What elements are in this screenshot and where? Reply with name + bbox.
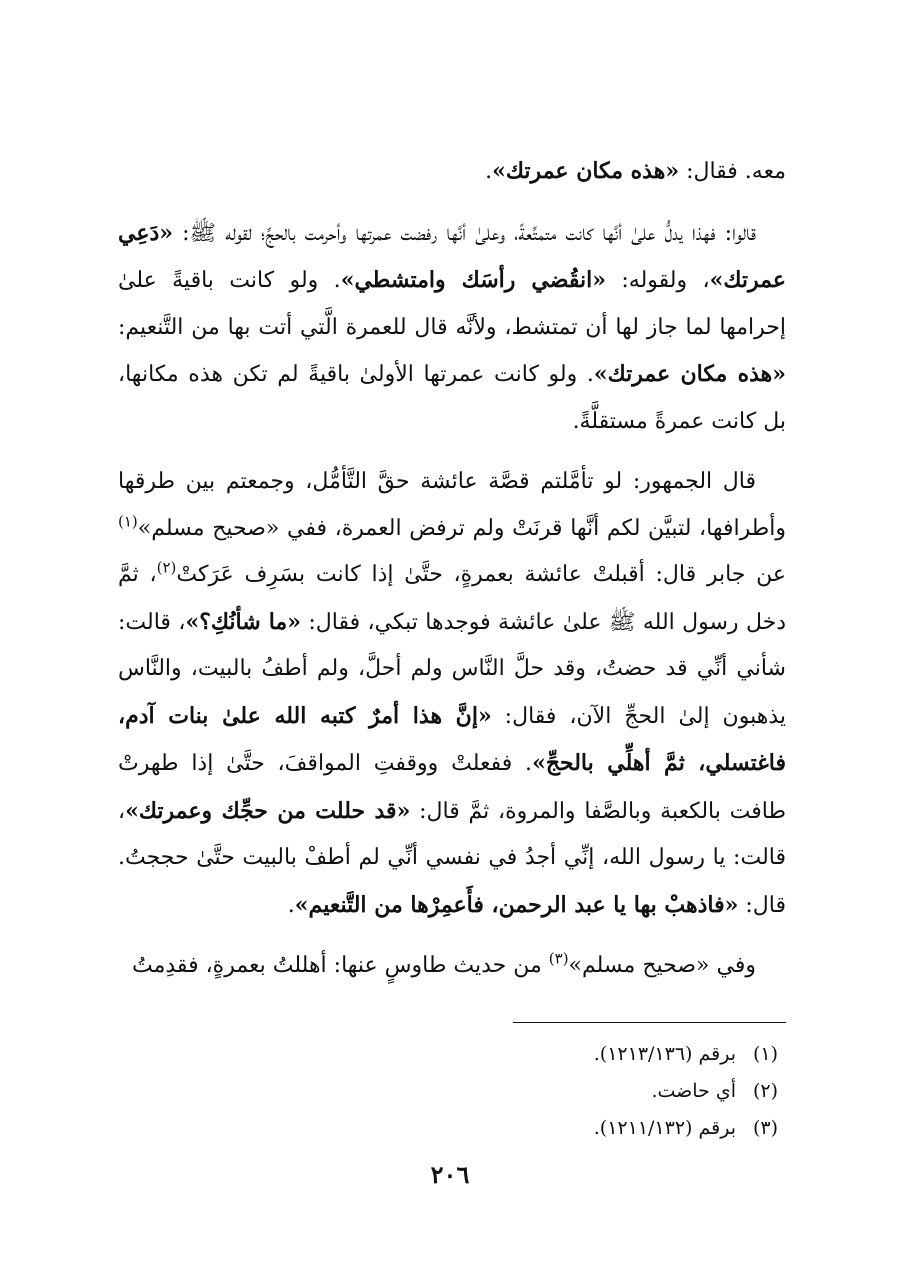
paragraph-3 bbox=[118, 459, 786, 929]
footnote-number: (٣) bbox=[752, 1117, 778, 1139]
paragraph-3-text-6: ، قالت: يا رسول الله، إنِّي أجدُ في نفسي أنِّي لم أطفْ بالبيت حتَّىٰ حججتُ. قال: bbox=[118, 798, 786, 918]
page-number: ٢٠٦ bbox=[430, 1160, 470, 1189]
paragraph-1-text-1: معه. فقال: bbox=[679, 159, 786, 184]
paragraph-4 bbox=[118, 943, 786, 990]
main-text bbox=[118, 148, 786, 1004]
paragraph-3-text-4: ، قالت: شأني أنِّي قد حضتُ، وقد حلَّ النَّاس ولم أحلَّ، ولم أطفُ بالبيت، والنَّاس يذهبون إلىٰ الحجِّ الآن، فقال: bbox=[118, 609, 786, 729]
footnote-reference-2: (٢) bbox=[156, 558, 177, 577]
paragraph-2-text-4: . ولو كانت عمرتها الأولىٰ باقيةً لم تكن هذه مكانها، بل كانت عمرةً مستقلَّةً. bbox=[118, 362, 786, 434]
paragraph-1-text-2: . bbox=[485, 159, 493, 184]
footnote-reference-1: (١) bbox=[118, 512, 138, 531]
footnote-1 bbox=[458, 1036, 778, 1073]
footnote-text: أي حاضت. bbox=[651, 1080, 736, 1102]
paragraph-4-text-2: من حديث طاوسٍ عنها: أهللتُ بعمرةٍ، فقدِمتُ bbox=[132, 953, 549, 978]
footnotes bbox=[458, 1036, 778, 1147]
paragraph-3-quote-3: «قد حللت من حجِّك وعمرتك» bbox=[125, 797, 411, 824]
footnote-2 bbox=[458, 1073, 778, 1110]
paragraph-2-quote-3: «هذه مكان عمرتك» bbox=[593, 361, 787, 387]
paragraph-3-quote-2: «إنَّ هذا أمرٌ كتبه الله علىٰ بنات آدم، فاغتسلي، ثمَّ أهلِّي بالحجِّ» bbox=[118, 702, 787, 776]
paragraph-3-text-7: . bbox=[287, 892, 295, 918]
paragraph-3-text-3: ، ثمَّ دخل رسول الله ﷺ علىٰ عائشة فوجدها تبكي، فقال: bbox=[118, 562, 787, 635]
paragraph-1-quote: «هذه مكان عمرتك» bbox=[492, 158, 680, 184]
footnote-3 bbox=[458, 1110, 778, 1147]
paragraph-2 bbox=[118, 210, 786, 446]
paragraph-2-text-3: . ولو كانت باقيةً علىٰ إحرامها لما جاز لها أن تمتشط، ولأنَّه قال للعمرة الَّتي أتت بها من التَّنعيم: bbox=[118, 268, 786, 340]
paragraph-3-text-1: قال الجمهور: لو تأمَّلتم قصَّة عائشة حقَّ التَّأمُّل، وجمعتم بين طرقها وأطرافها، لتبيَّن لكم أنَّها قرنَتْ ولم ترفض العمرة، ففي «صحيح مسلم» bbox=[118, 469, 786, 541]
footnote-text: برقم (١٢١١/١٣٢). bbox=[593, 1117, 736, 1139]
paragraph-3-quote-4: «فاذهبْ بها يا عبد الرحمن، فأَعمِرْها من التَّنعيم» bbox=[294, 891, 739, 918]
paragraph-3-text-5: . ففعلتْ ووقفتِ المواقفَ، حتَّىٰ إذا طهرتْ طافت بالكعبة وبالصَّفا والمروة، ثمَّ قال: bbox=[118, 751, 786, 824]
paragraph-3-quote-1: «ما شأنُكِ؟» bbox=[185, 608, 301, 635]
paragraph-3-text-2: عن جابر قال: أقبلتْ عائشة بعمرةٍ، حتَّىٰ إذا كانت بسَرِف عَرَكتْ bbox=[176, 562, 786, 587]
footnote-text: برقم (١٢١٣/١٣٦). bbox=[593, 1043, 736, 1065]
paragraph-2-text-1: قالوا: فهذا يدلُّ علىٰ أنَّها كانت متمتِّعةً، وعلىٰ أنَّها رفضت عمرتها وأحرمت بالحجِّ؛ لقوله ﷺ: bbox=[173, 220, 756, 246]
footnote-number: (٢) bbox=[752, 1080, 778, 1102]
paragraph-2-quote-2: «انقُضي رأسَك وامتشطي» bbox=[340, 267, 606, 293]
footnote-number: (١) bbox=[752, 1043, 778, 1065]
paragraph-1 bbox=[118, 148, 786, 196]
footnote-reference-3: (٣) bbox=[548, 949, 569, 968]
paragraph-4-text-1: وفي «صحيح مسلم» bbox=[568, 953, 756, 978]
paragraph-2-text-2: ، ولقوله: bbox=[605, 268, 710, 293]
paragraph-2-quote-1: «دَعِي عمرتك» bbox=[118, 219, 786, 293]
footnote-separator bbox=[513, 1022, 786, 1023]
